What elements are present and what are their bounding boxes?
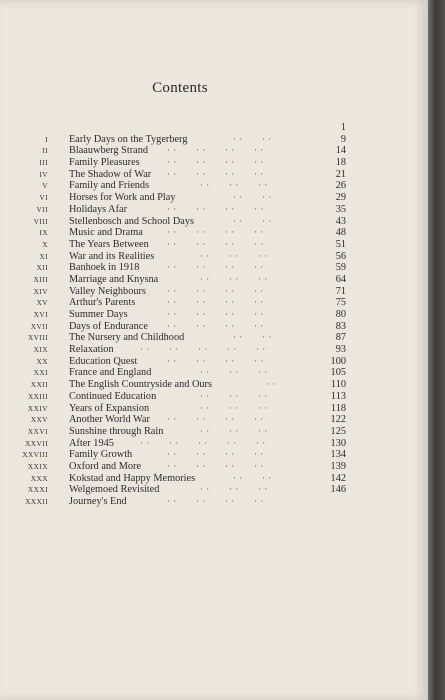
toc-entry (0, 391, 420, 403)
chapter-number: XIV (33, 286, 48, 296)
chapter-title: Family Pleasures (69, 157, 140, 169)
toc-entry (0, 332, 420, 344)
page-number: 1 (340, 122, 346, 133)
chapter-number: VI (39, 193, 48, 203)
dot-leader: · · · · · · · · (167, 238, 283, 249)
toc-entry (0, 426, 420, 438)
toc-entry (0, 473, 420, 485)
dot-leader: · · · · · · · · · · (140, 344, 285, 355)
dot-leader: · · · · · · · · · · (140, 437, 285, 448)
dot-leader: · · · · (233, 472, 291, 483)
page-title: Contents (152, 80, 208, 96)
toc-entry (0, 414, 420, 426)
page-number: 146 (330, 484, 346, 496)
page-number: 21 (335, 168, 346, 180)
chapter-number: XXIII (27, 391, 48, 401)
page-number: 14 (335, 145, 346, 157)
dot-leader: · · · · · · · · (167, 168, 283, 179)
toc-entry (0, 262, 420, 274)
toc-entry (0, 496, 420, 508)
chapter-title: Horses for Work and Play (69, 192, 176, 204)
toc-entry (0, 379, 420, 391)
chapter-number: XXV (30, 415, 48, 425)
chapter-number: XVI (33, 310, 48, 319)
page-number: 125 (330, 425, 346, 437)
chapter-title: The Nursery and Childhood (69, 332, 185, 344)
toc-entry (0, 367, 420, 379)
dot-leader: · · · · · · · · (167, 496, 283, 506)
dot-leader: · · · · · · (200, 484, 287, 495)
chapter-title: Family and Friends (69, 180, 150, 192)
contents-list (0, 122, 420, 508)
chapter-number: XV (36, 298, 48, 308)
chapter-title: Holidays Afar (69, 203, 128, 215)
chapter-number: XX (36, 356, 48, 366)
page-number: 56 (335, 250, 346, 262)
toc-entry (0, 449, 420, 461)
dot-leader: · · · · · · · · (167, 262, 283, 273)
chapter-title: Relaxation (69, 344, 114, 356)
chapter-title: Sunshine through Rain (69, 425, 164, 437)
toc-entry (0, 169, 420, 181)
chapter-number: VIII (33, 216, 48, 226)
page-number: 43 (335, 215, 346, 227)
dot-leader: · · · · (233, 192, 291, 203)
dot-leader: · · · · · · (200, 250, 287, 261)
toc-entry (0, 484, 420, 496)
page-number: 51 (335, 238, 346, 250)
page-number: 29 (335, 192, 346, 204)
chapter-title: Banhoek in 1918 (69, 262, 140, 274)
chapter-number: XXXI (27, 485, 48, 495)
page-number: 59 (335, 262, 346, 274)
book-spine (428, 0, 445, 700)
page-number: 118 (330, 402, 346, 414)
page-number: 48 (335, 227, 346, 239)
dot-leader: · · · · (233, 133, 291, 144)
chapter-title: Welgemoed Revisited (69, 484, 160, 496)
page-number: 122 (330, 414, 346, 426)
page-number: 100 (330, 355, 346, 367)
chapter-number: XII (36, 263, 48, 273)
dot-leader: · · · · · · · · (167, 157, 283, 168)
chapter-number: XXIX (27, 461, 48, 471)
chapter-number: XXXII (25, 497, 48, 506)
page-number: 93 (335, 344, 346, 356)
chapter-number: XVII (30, 321, 48, 331)
chapter-number: II (42, 146, 48, 156)
toc-entry (0, 216, 420, 228)
chapter-title: Days of Endurance (69, 320, 148, 332)
chapter-number: IV (39, 169, 48, 179)
toc-entry (0, 122, 420, 134)
dot-leader: · · · · · · (200, 425, 287, 436)
toc-entry (0, 344, 420, 356)
toc-entry (0, 286, 420, 298)
chapter-number: XIX (33, 345, 48, 355)
dot-leader: · · · · · · · · (167, 227, 283, 238)
toc-entry (0, 297, 420, 309)
toc-entry (0, 239, 420, 251)
chapter-number: V (42, 181, 48, 191)
chapter-title: Summer Days (69, 309, 128, 320)
page-number: 87 (335, 332, 346, 344)
dot-leader: · · · · · · (200, 180, 287, 191)
toc-entry (0, 274, 420, 286)
toc-entry (0, 461, 420, 473)
chapter-number: III (39, 158, 48, 168)
toc-entry (0, 321, 420, 333)
chapter-number: XXVI (27, 426, 48, 436)
toc-entry (0, 204, 420, 216)
chapter-title: The Shadow of War (69, 168, 152, 180)
chapter-title: Marriage and Knysna (69, 273, 159, 285)
dot-leader: · · · · · · (200, 390, 287, 401)
page-number: 113 (330, 390, 346, 402)
page-number: 142 (330, 472, 346, 484)
chapter-number: VII (36, 204, 48, 214)
chapter-number: XXVII (25, 438, 48, 448)
chapter-number: X (42, 239, 48, 249)
chapter-number: XIII (33, 274, 48, 284)
toc-entry (0, 134, 420, 146)
page-number: 83 (335, 320, 346, 332)
chapter-title: After 1945 (69, 437, 114, 449)
chapter-title: Journey's End (69, 496, 127, 507)
toc-entry (0, 157, 420, 169)
chapter-title: Another World War (69, 414, 150, 426)
chapter-number: XXIV (27, 403, 48, 413)
dot-leader: · · · · · · · · (167, 297, 283, 308)
dot-leader: · · · · · · · · (167, 145, 283, 156)
chapter-title: Family Growth (69, 449, 133, 461)
dot-leader: · · · · · · · · (167, 203, 283, 214)
chapter-title: War and its Realities (69, 250, 155, 262)
page-number: 130 (330, 437, 346, 449)
dot-leader: · · · · · · (200, 402, 287, 413)
toc-entry (0, 251, 420, 263)
toc-entry (0, 309, 420, 321)
toc-entry (0, 192, 420, 204)
toc-entry (0, 227, 420, 239)
chapter-title: Oxford and More (69, 460, 142, 472)
chapter-title: Kokstad and Happy Memories (69, 472, 196, 484)
chapter-title: Stellenbosch and School Days (69, 215, 194, 227)
chapter-title: Valley Neighbours (69, 285, 146, 297)
dot-leader: · · (266, 379, 295, 390)
toc-entry (0, 403, 420, 415)
page-number: 105 (330, 367, 346, 379)
page-number: 71 (335, 285, 346, 297)
chapter-number: XXX (30, 473, 48, 483)
dot-leader: · · · · · · · · (167, 460, 283, 471)
chapter-title: Blaauwberg Strand (69, 145, 149, 157)
chapter-number: IX (39, 228, 48, 238)
toc-entry (0, 356, 420, 368)
dot-leader: · · · · · · · · (167, 355, 283, 366)
page-number: 9 (340, 133, 346, 145)
dot-leader: · · · · (233, 332, 291, 343)
chapter-title: Continued Education (69, 390, 157, 402)
chapter-title: Years of Expansion (69, 402, 150, 414)
dot-leader: · · · · · · (200, 367, 287, 378)
page-number: 134 (330, 449, 346, 461)
chapter-number: XI (39, 251, 48, 261)
dot-leader: · · · · · · · · (167, 285, 283, 296)
chapter-title: Music and Drama (69, 227, 143, 239)
chapter-number: XXI (33, 368, 48, 378)
dot-leader: · · · · · · · · (167, 309, 283, 319)
chapter-title: Education Quest (69, 355, 138, 367)
dot-leader: · · · · · · (200, 273, 287, 284)
dot-leader: · · · · · · · · (167, 449, 283, 460)
dot-leader: · · · · · · · · (167, 414, 283, 425)
chapter-number: I (45, 134, 48, 144)
chapter-title: The English Countryside and Ours (69, 379, 212, 391)
chapter-number: XXVIII (22, 450, 48, 460)
page-number: 26 (335, 180, 346, 192)
chapter-number: XVIII (27, 333, 48, 343)
chapter-number: XXII (30, 380, 48, 390)
toc-entry (0, 180, 420, 192)
page-number: 18 (335, 157, 346, 169)
page-number: 80 (335, 309, 346, 320)
page-number: 110 (330, 379, 346, 391)
chapter-title: France and England (69, 367, 152, 379)
dot-leader: · · · · (233, 215, 291, 226)
chapter-title: Arthur's Parents (69, 297, 136, 309)
toc-entry (0, 145, 420, 157)
page-number: 35 (335, 203, 346, 215)
page-number: 75 (335, 297, 346, 309)
page-number: 64 (335, 273, 346, 285)
dot-leader: · · · · · · · · (167, 320, 283, 331)
toc-entry (0, 438, 420, 450)
chapter-title: Early Days on the Tygerberg (69, 133, 188, 145)
chapter-title: The Years Between (69, 238, 149, 250)
page-number: 139 (330, 460, 346, 472)
